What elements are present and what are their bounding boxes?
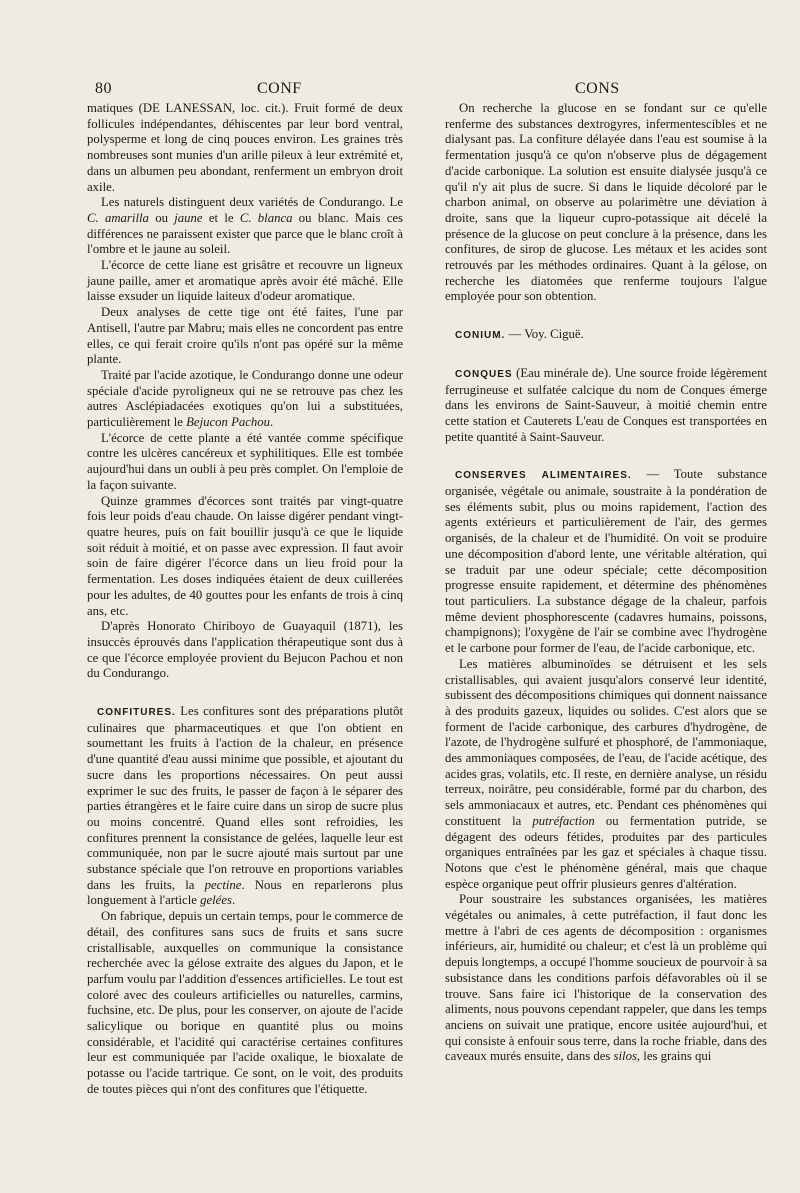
paragraph (87, 195, 403, 258)
paragraph (87, 909, 403, 1097)
entry-confitures (87, 704, 403, 909)
paragraph (445, 657, 767, 893)
paragraph (445, 101, 767, 305)
italic-text: Bejucon Pachou (186, 415, 271, 430)
entry-conium (445, 327, 767, 344)
paragraph (445, 892, 767, 1065)
text: On recherche la glucose en se fondant sur ce qu'elle renferme des substances dextrogyres, infermentescibles et ne dialysant pas. La confiture délayée dans l'eau est soumise à la fermentation jusqu'à ce qu'on n'observe plus de dégagement d'acide carbonique. La solution est ensuite dialysée jusqu'à ce qu'il n'y ait plus de sucre. Si dans le liquide décoloré par le charbon animal, on observe au polarimètre une déviation à droite, sans que la liqueur cupro-potassique ait décelé la présence de la glucose on peut conclure à la présence, dans les confitures, de sirop de glucose. Les métaux et les acides sont retrouvés par les méthodes ordinaires. Quant à la gélose, on recherche les diatomées que renferme toujours l'algue employée pour son obtention. (445, 101, 767, 304)
italic-text: C. blanca (239, 210, 293, 225)
right-column (445, 101, 767, 1065)
text: . (270, 415, 274, 430)
paragraph (87, 305, 403, 368)
text: , les grains qui (636, 1049, 712, 1064)
text: . Nous en reparlerons plus longuement à l'article (87, 877, 403, 908)
italic-text: pectine (204, 877, 242, 892)
text: On fabrique, depuis un certain temps, pour le commerce de détail, des confitures sans sucs de fruits et sans sucre cristallisable, auxquelles on communique la consistance recherchée avec la gélose extraite des algues du Japon, et le parfum voulu par l'addition d'essences artificielles. Le tout est coloré avec des couleurs artificielles ou naturelles, carmins, fuchsine, etc. De plus, pour les conserver, on ajoute de l'acide salicylique ou borique en quantité plus ou moins considérable, et l'acidité qui caractérise certaines confitures leur est communiquée par l'acide oxalique, le bioxalate de potasse ou l'acide tartrique. Ce sont, on le voit, des produits de toutes pièces qui n'ont des confitures que l'étiquette. (87, 909, 403, 1096)
text: Les confitures sont des préparations plutôt culinaires que pharmaceutiques et que l'on obtient en soumettant les fruits à l'action de la chaleur, en présence d'une quantité d'eau aussi minime que possible, et ajoutant du sucre dans les proportions nécessaires. On peut aussi exprimer le suc des fruits, le passer de façon à le séparer des parties étrangères et le faire cuire dans un sirop de sucre plus ou moins concentré. Quand elles sont refroidies, les confitures prennent la consistance de gelées, laquelle leur est communiquée, non par le sucre ajouté mais surtout par une substance spéciale que l'on retrouve en proportions variables dans les fruits, la (87, 704, 403, 892)
text: Les matières albuminoïdes se détruisent et les sels cristallisables, qui avaient jusqu'alors conservé leur identité, subissent des décompositions chimiques qui donnent naissance à des produits gazeux, liquides ou solides. C'est alors que se forment de l'acide carbonique, des carbures d'hydrogène, de l'azote, de l'hydrogène sulfuré et phosphoré, de l'ammoniaque, des ammoniaques composées, de l'eau, de l'acide acétique, des acides gras, volatils, etc. Il reste, en dernière analyse, un résidu terreux, noirâtre, peu considérable, formé par du charbon, des sels ammoniacaux et autres, etc. Pendant ces phénomènes qui constituent la (445, 656, 767, 828)
text: Deux analyses de cette tige ont été faites, l'une par Antisell, l'autre par Mabru; mais elles ne concordent pas entre elles, ce qui ferait croire qu'ils n'ont pas opéré sur la même plante. (87, 305, 403, 367)
right-running-title: CONS (575, 80, 620, 97)
text: et le (202, 210, 240, 225)
italic-text: jaune (174, 210, 203, 225)
text: ou (148, 210, 175, 225)
text: . (231, 893, 236, 908)
text: matiques (DE LANESSAN, loc. cit.). Fruit formé de deux follicules indépendantes, déhiscentes par leur bord ventral, polysperme et long de cinq pouces environ. Les graines très nombreuses sont munies d'un arille pileux à leur extrémité et, dans un albumen peu abondant, renferment un embryon droit axile. (87, 101, 403, 194)
italic-text: gelées (200, 893, 232, 908)
entry-term: CONSERVES ALIMENTAIRES. (455, 470, 632, 482)
text: Pour soustraire les substances organisées, les matières végétales ou animales, à cette putréfaction, il faut donc les mettre à l'abri de ces agents de décomposition : organismes inférieurs, air, humidité ou chaleur; et c'est là un problème qui depuis longtemps, a occupé l'homme soucieux de pourvoir à sa subsistance dans les conditions parfois défavorables où il se trouve. Sans faire ici l'historique de la conservation des aliments, nous pouvons cependant rappeler, que dans les temps anciens on suivait une pratique, encore usitée aujourd'hui, et qui consiste à enfouir sous terre, dans la roche friable, dans des caveaux murés ensuite, dans des (445, 892, 767, 1064)
italic-text: C. amarilla (87, 210, 149, 225)
text: L'écorce de cette plante a été vantée comme spécifique contre les ulcères cancéreux et syphilitiques. Elle est tombée aujourd'hui dans un oubli à peu près complet. On l'emploie de la façon suivante. (87, 430, 403, 492)
entry-term: CONQUES (455, 368, 513, 380)
italic-text: silos (613, 1049, 637, 1064)
entry-conques (445, 366, 767, 446)
paragraph (87, 494, 403, 620)
entry-conserves-alimentaires (445, 467, 767, 656)
left-running-title: CONF (257, 80, 302, 97)
italic-text: putréfaction (532, 813, 595, 828)
text: Les naturels distinguent deux variétés de Condurango. Le (101, 195, 403, 210)
paragraph (87, 368, 403, 431)
page-number: 80 (95, 80, 112, 97)
text: (Eau minérale de). Une source froide légèrement ferrugineuse et sulfatée calcique du nom de Conques émerge dans les environs de Saint-Sauveur, à moitié chemin entre cette station et Cauterets L'eau de Conques est transportées en petite quantité à Saint-Sauveur. (445, 365, 767, 444)
text: Quinze grammes d'écorces sont traités par vingt-quatre fois leur poids d'eau chaude. On laisse digérer pendant vingt-quatre heures, puis on fait bouillir jusqu'à ce que le liquide soit réduit à moitié, et on passe avec expression. Il faut avoir soin de faire digérer l'écorce dans un lieu froid pour la fermentation. Les doses indiquées étaient de deux cuillerées pour les adultes, de 40 gouttes pour les enfants de trois à cinq ans, etc. (87, 493, 403, 618)
entry-term: CONFITURES. (97, 707, 176, 719)
entry-term: CONIUM. (455, 330, 506, 342)
text: Traité par l'acide azotique, le Condurango donne une odeur spéciale d'acide pyroligneux qui ne se retrouve pas chez les autres Asclépiadacées exotiques qu'on lui a substituées, particulièrement le (87, 367, 403, 430)
paragraph (87, 431, 403, 494)
text: — Voy. Ciguë. (505, 327, 584, 342)
paragraph (87, 101, 403, 195)
paragraph (87, 258, 403, 305)
text: — Toute substance organisée, végétale ou animale, soustraite à la pondération de ses éléments subit, plus ou moins rapidement, l'action des agents extérieurs et particulièrement de l'air, des germes organisés, de la chaleur et de l'humidité. On voit se produire une décomposition d'abord lente, une véritable altération, qui se traduit par une odeur spéciale; cette décomposition progresse ensuite rapidement, et détermine des phénomènes tout particuliers. La substance dégage de la chaleur, parfois même devient phosphorescente (cadavres humains, poissons, champignons); l'oxygène de l'air se combine avec l'hydrogène et le carbone pour former de l'eau, de l'acide carbonique, etc. (445, 467, 767, 656)
text: D'après Honorato Chiriboyo de Guayaquil (1871), les insuccès éprouvés dans l'application thérapeutique sont dus à ce que l'écorce employée provient du Bejucon Pachou et non du Condurango. (87, 619, 403, 681)
text: ou fermentation putride, se dégagent des odeurs fétides, produites par des particules organiques entraînées par les gaz et spéciales à chaque tissu. Notons que c'est le phénomène général, mais que chaque espèce organique peut offrir plusieurs genres d'altération. (445, 813, 767, 891)
text: ou blanc. Mais ces différences ne paraissent exister que parce que le blanc croît à l'ombre et le jaune au soleil. (87, 210, 403, 257)
paragraph (87, 619, 403, 682)
text: L'écorce de cette liane est grisâtre et recouvre un ligneux jaune paille, amer et aromatique après avoir été mâché. Elle laisse exsuder un liquide laiteux d'odeur aromatique. (87, 258, 403, 304)
running-head (95, 80, 745, 102)
left-column (87, 101, 403, 1098)
